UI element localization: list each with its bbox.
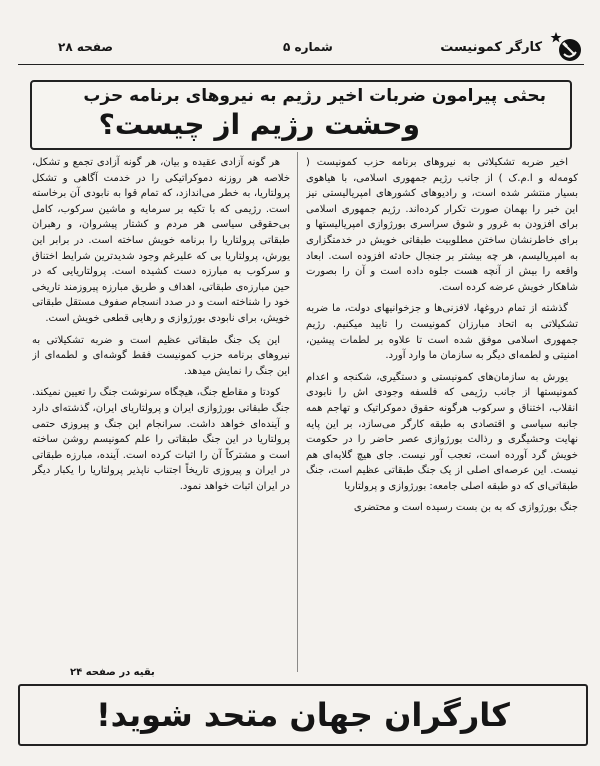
headline-box <box>30 80 572 150</box>
page-number: صفحه ۲۸ <box>58 40 113 54</box>
paragraph: هر گونه آزادی عقیده و بیان، هر گونه آزادی تجمع و تشکل، خلاصه هر روزنه دموکراتیکی را در خدمت آگاهی و تشکل پرولتاریا، به خطر می‌اندازد، که تمام قوا به نابودی آن برخاسته است. رژیمی که با تکیه بر سرمایه و ماشین سرکوب، کامل بی‌حقوقی سیاسی هر مردم و کشتار پیشروان، و رهبران طبقاتی پرولتاریا را برنامه خویش ساخته است. در برابر این یورش، پرولتاریا بی که علیرغم وجود شدیدترین شرایط اختناق و سرکوب به مبارزه دست کشیده است. پرولتاریایی که در حین مبارزه‌ی طبقاتی، اهداف و طریق مبارزه پیروزمند تاریخی خود را شناخته است و در صدد انسجام صفوف مستقل طبقاتی خویش، برای نابودی بورژوازی و رهایی قطعی خویش است. <box>32 157 290 324</box>
paragraph: گذشته از تمام دروغها، لافزنی‌ها و جزخوانیهای دولت، ما ضربه تشکیلاتی به اتحاد مبارزان کمونیست را تایید میکنیم. رژیم جمهوری اسلامی موفق شده است تا علاوه بر لطمات پیشین، امنیتی و لطمه‌ای دیگر به سازمان ما وارد آورد. <box>306 303 578 362</box>
hammer-sickle-star-icon <box>548 30 584 64</box>
headline-title: وحشت رژیم از چیست؟ <box>98 108 420 141</box>
paragraph: جنگ بورژوازی که به بن بست رسیده است و محتضری <box>353 502 578 514</box>
headline-kicker: بحثی پیرامون ضربات اخیر رژیم به نیروهای برنامه حزب <box>83 86 546 106</box>
paragraph: اخیر ضربه تشکیلاتی به نیروهای برنامه حزب کمونیست ( کومه‌له و ا.م.ک ) از جانب رژیم جمهوری اسلامی، با هیاهوی بسیار منتشر شده است، و رادیوهای کشورهای امپریالیستی نیز این خبر را بهمان صورت تکرار کرده‌اند. رژیم جمهوری اسلامی برای افزودن به غرور و شوق سراسری بورژوازی امپریالیستها و برای خاطرنشان ساختن مطلوبیت طبقاتی خویش در خدمتگزاری به امپریالیسم، هر چه بیشتر بر جنجال حادثه افزوده است. ابعاد واقعه را بیش از آنچه هست جلوه داده است و آن را بصورت شاهکار خویش عرضه کرده است. <box>306 157 578 293</box>
paragraph: کودتا و مقاطع جنگ، هیچگاه سرنوشت جنگ را تعیین نمیکند. جنگ طبقاتی بورژوازی ایران و پرولتاریای ایران، گذشته‌ای دارد و آینده‌ای خواهد داشت. سرانجام این جنگ و پیروزی حتمی پرولتاریا در این جنگ طبقاتی را علم کمونیسم روشن ساخته است و مشترکاً آن را اثبات کرده است. آینده، مبارزه طبقاتی در ایران و پیروزی تاریخاً اجتناب ناپذیر پرولتاریا را یکبار دیگر در ایران اثبات خواهد نمود. <box>32 387 290 492</box>
issue-number: شماره ۵ <box>283 40 333 54</box>
paragraph: یورش به سازمان‌های کمونیستی و دستگیری، شکنجه و اعدام کمونیستها از جانب رژیمی که فلسفه وجودی اش را نابودی انقلاب، اختناق و سرکوب هرگونه حقوق دموکراتیک و تهاجم همه جانبه سیاسی و اقتصادی به طبقه کارگر می‌سازد، بر این پایه نهایت وحشیگری و رذالت بورژوازی عصر حاضر را در حکومت خویش گرد آورده است، تعجب آور نیست. جای هیچ گلایه‌ای هم نیست. این عرصه‌ای اصلی از یک جنگ طبقاتی عظیم است، جنگ طبقاتی‌ای که دو طبقه اصلی جامعه: بورژوازی و پرولتاریا <box>306 371 578 492</box>
column-divider <box>297 152 298 672</box>
masthead <box>18 30 584 65</box>
paragraph: این یک جنگ طبقاتی عظیم است و ضربه تشکیلاتی به نیروهای برنامه حزب کمونیست فقط گوشه‌ای و لطمه‌ای از این جنگ را نمایش میدهد. <box>32 334 290 377</box>
article-column-left <box>32 155 290 660</box>
continuation-note: بقیه در صفحه ۲۴ <box>70 667 155 678</box>
article-column-right <box>306 155 578 667</box>
masthead-title: کارگر کمونیست <box>440 39 542 55</box>
slogan-box <box>18 684 588 746</box>
slogan-text: کارگران جهان متحد شوید! <box>96 696 510 734</box>
